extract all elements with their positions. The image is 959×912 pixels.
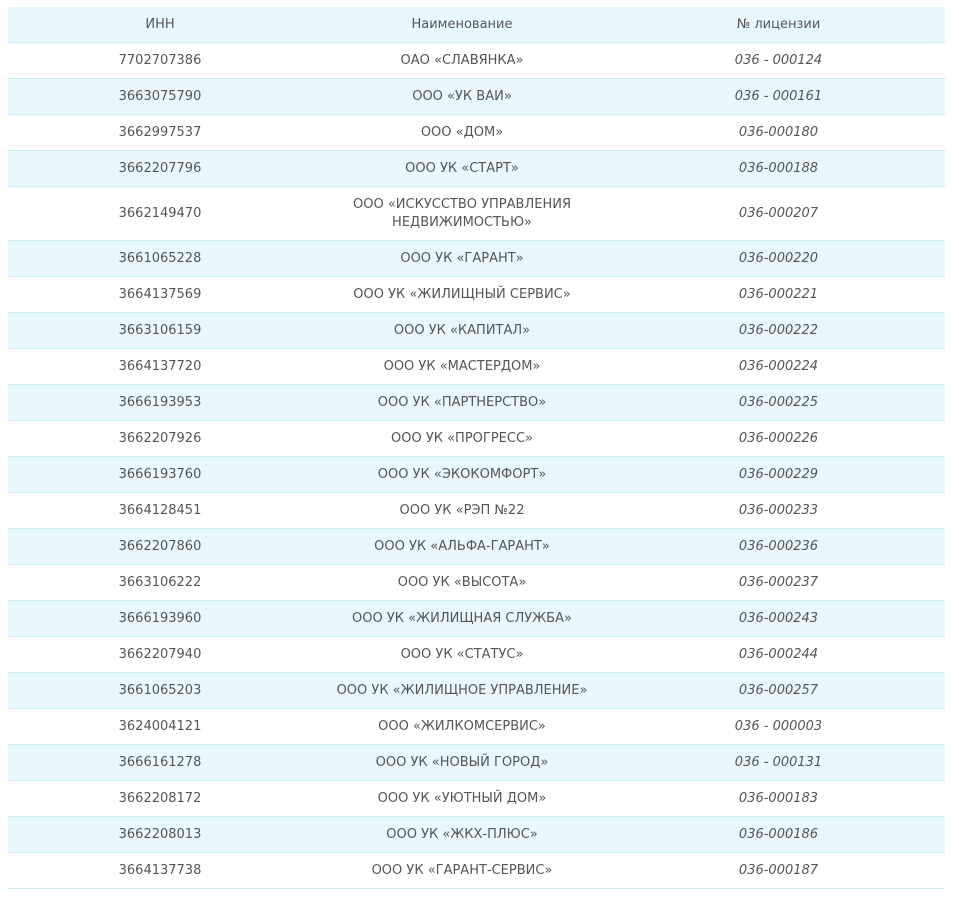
cell-inn: 3662207926 xyxy=(8,421,312,457)
cell-inn: 3662207796 xyxy=(8,151,312,187)
cell-license: 036-000226 xyxy=(612,421,945,457)
table-row xyxy=(8,817,945,853)
cell-inn: 3662997537 xyxy=(8,115,312,151)
cell-license: 036-000224 xyxy=(612,349,945,385)
cell-inn: 3666161278 xyxy=(8,745,312,781)
cell-inn: 3666193960 xyxy=(8,601,312,637)
cell-name: ООО УК «ЖКХ-ПЛЮС» xyxy=(312,817,612,853)
cell-license: 036-000257 xyxy=(612,673,945,709)
cell-name: ООО УК «ВЫСОТА» xyxy=(312,565,612,601)
cell-license: 036-000188 xyxy=(612,151,945,187)
cell-inn: 3663106159 xyxy=(8,313,312,349)
cell-inn: 3664128451 xyxy=(8,493,312,529)
cell-inn: 3661065203 xyxy=(8,673,312,709)
table-row xyxy=(8,43,945,79)
license-table xyxy=(8,7,945,889)
table-row xyxy=(8,241,945,277)
table-row xyxy=(8,187,945,241)
table-row xyxy=(8,745,945,781)
cell-inn: 3662208172 xyxy=(8,781,312,817)
cell-license: 036-000180 xyxy=(612,115,945,151)
cell-name: ООО УК «ГАРАНТ» xyxy=(312,241,612,277)
table-row xyxy=(8,313,945,349)
cell-license: 036-000243 xyxy=(612,601,945,637)
cell-inn: 3624004121 xyxy=(8,709,312,745)
table-row xyxy=(8,637,945,673)
cell-license: 036-000233 xyxy=(612,493,945,529)
cell-license: 036-000187 xyxy=(612,853,945,889)
header-license: № лицензии xyxy=(612,7,945,43)
cell-license: 036-000207 xyxy=(612,187,945,241)
cell-inn: 7702707386 xyxy=(8,43,312,79)
cell-inn: 3661065228 xyxy=(8,241,312,277)
table-row xyxy=(8,493,945,529)
table-header-row xyxy=(8,7,945,43)
cell-name: ОАО «СЛАВЯНКА» xyxy=(312,43,612,79)
table-row xyxy=(8,601,945,637)
table-row xyxy=(8,277,945,313)
table-row xyxy=(8,457,945,493)
cell-name: ООО УК «КАПИТАЛ» xyxy=(312,313,612,349)
cell-license: 036-000225 xyxy=(612,385,945,421)
cell-inn: 3664137569 xyxy=(8,277,312,313)
cell-inn: 3663075790 xyxy=(8,79,312,115)
cell-license: 036 - 000124 xyxy=(612,43,945,79)
table-row xyxy=(8,115,945,151)
table-row xyxy=(8,79,945,115)
cell-license: 036-000236 xyxy=(612,529,945,565)
cell-inn: 3666193760 xyxy=(8,457,312,493)
cell-license: 036-000244 xyxy=(612,637,945,673)
table-row xyxy=(8,781,945,817)
cell-name: ООО УК «ЖИЛИЩНЫЙ СЕРВИС» xyxy=(312,277,612,313)
cell-name: ООО УК «АЛЬФА-ГАРАНТ» xyxy=(312,529,612,565)
cell-license: 036-000229 xyxy=(612,457,945,493)
cell-name: ООО УК «ЖИЛИЩНАЯ СЛУЖБА» xyxy=(312,601,612,637)
table-row xyxy=(8,151,945,187)
table-row xyxy=(8,385,945,421)
cell-name: ООО УК «ЭКОКОМФОРТ» xyxy=(312,457,612,493)
cell-inn: 3664137738 xyxy=(8,853,312,889)
cell-name: ООО «ДОМ» xyxy=(312,115,612,151)
cell-inn: 3663106222 xyxy=(8,565,312,601)
table-row xyxy=(8,529,945,565)
cell-inn: 3662207940 xyxy=(8,637,312,673)
license-table-container xyxy=(8,7,945,889)
table-row xyxy=(8,349,945,385)
cell-name: ООО УК «СТАТУС» xyxy=(312,637,612,673)
cell-license: 036-000222 xyxy=(612,313,945,349)
cell-inn: 3662208013 xyxy=(8,817,312,853)
cell-inn: 3664137720 xyxy=(8,349,312,385)
header-inn: ИНН xyxy=(8,7,312,43)
header-name: Наименование xyxy=(312,7,612,43)
cell-license: 036-000221 xyxy=(612,277,945,313)
cell-name: ООО УК «ПРОГРЕСС» xyxy=(312,421,612,457)
cell-name: ООО «ЖИЛКОМСЕРВИС» xyxy=(312,709,612,745)
cell-name: ООО УК «ЖИЛИЩНОЕ УПРАВЛЕНИЕ» xyxy=(312,673,612,709)
cell-inn: 3662149470 xyxy=(8,187,312,241)
table-row xyxy=(8,853,945,889)
cell-name: ООО «УК ВАИ» xyxy=(312,79,612,115)
cell-inn: 3662207860 xyxy=(8,529,312,565)
cell-license: 036 - 000131 xyxy=(612,745,945,781)
table-row xyxy=(8,673,945,709)
cell-license: 036 - 000003 xyxy=(612,709,945,745)
cell-license: 036-000186 xyxy=(612,817,945,853)
cell-inn: 3666193953 xyxy=(8,385,312,421)
cell-license: 036-000237 xyxy=(612,565,945,601)
cell-name: ООО УК «НОВЫЙ ГОРОД» xyxy=(312,745,612,781)
table-row xyxy=(8,709,945,745)
cell-name: ООО УК «МАСТЕРДОМ» xyxy=(312,349,612,385)
cell-name: ООО УК «ГАРАНТ-СЕРВИС» xyxy=(312,853,612,889)
cell-name: ООО «ИСКУССТВО УПРАВЛЕНИЯ НЕДВИЖИМОСТЬЮ» xyxy=(312,187,612,241)
cell-name: ООО УК «ПАРТНЕРСТВО» xyxy=(312,385,612,421)
table-row xyxy=(8,565,945,601)
cell-license: 036-000220 xyxy=(612,241,945,277)
cell-license: 036 - 000161 xyxy=(612,79,945,115)
table-row xyxy=(8,421,945,457)
cell-name: ООО УК «СТАРТ» xyxy=(312,151,612,187)
cell-name: ООО УК «РЭП №22 xyxy=(312,493,612,529)
cell-license: 036-000183 xyxy=(612,781,945,817)
cell-name: ООО УК «УЮТНЫЙ ДОМ» xyxy=(312,781,612,817)
